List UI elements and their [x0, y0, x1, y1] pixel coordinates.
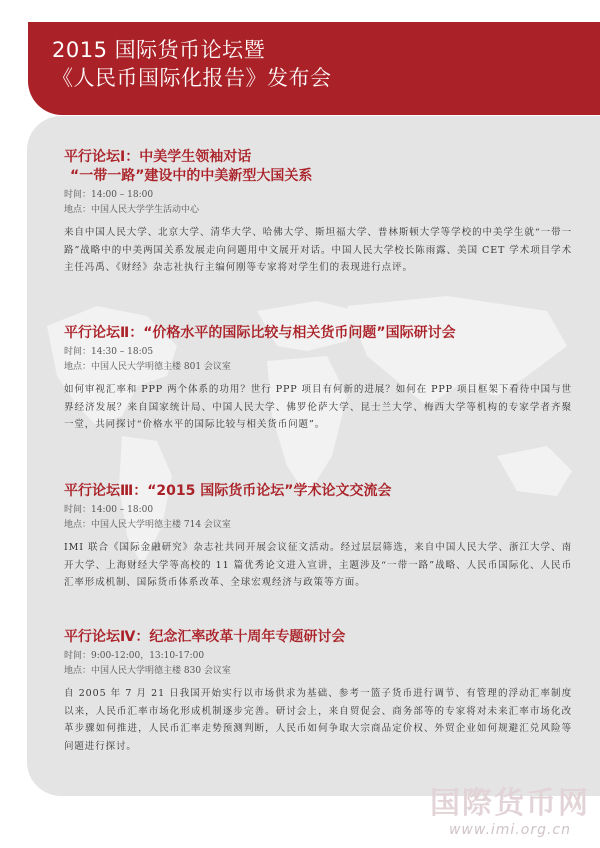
forum-4-title: 平行论坛Ⅳ：纪念汇率改革十周年专题研讨会	[64, 629, 346, 645]
forum-1-title: 平行论坛Ⅰ：中美学生领袖对话	[64, 149, 252, 165]
forum-2-body: 如何审视汇率和 PPP 两个体系的功用？世行 PPP 项目有何新的进展？如何在 PPP 项目框架下看待中国与世界经济发展？来自国家统计局、中国人民大学、佛罗伦萨大学、昆士兰大学、梅西大学等机构的专家学者齐聚一堂，共同探讨“价格水平的国际比较与相关货币问题”。	[64, 384, 572, 430]
forum-section-2	[64, 324, 584, 434]
forum-1-body: 来自中国人民大学、北京大学、清华大学、哈佛大学、斯坦福大学、普林斯顿大学等学校的中美学生就“一带一路”战略中的中美两国关系发展走向问题用中文展开对话。中国人民大学校长陈雨露、美国 CET 学术项目学术主任冯禹、《财经》杂志社执行主编何刚等专家将对学生们的表现进行点评。	[64, 227, 572, 273]
watermark-url: www.imi.org.cn	[448, 822, 571, 838]
forum-3-title: 平行论坛Ⅲ：“2015 国际货币论坛”学术论文交流会	[64, 483, 392, 499]
watermark	[430, 778, 590, 838]
page-title: 2015 国际货币论坛暨	[52, 38, 266, 62]
forum-section-1	[64, 148, 584, 277]
forum-1-subtitle: “一带一路”建设中的中美新型大国关系	[70, 168, 313, 184]
forum-3-body: IMI 联合《国际金融研究》杂志社共同开展会议征文活动。经过层层筛选，来自中国人民大学、浙江大学、南开大学、上海财经大学等高校的 11 篇优秀论文进入宣讲，主题涉及“一带一路”战略、人民币国际化、人民币汇率形成机制、国际货币体系改革、全球宏观经济与政策等方面。	[64, 542, 572, 588]
forum-2-title: 平行论坛Ⅱ：“价格水平的国际比较与相关货币问题”国际研讨会	[64, 325, 456, 341]
page-subtitle: 《人民币国际化报告》发布会	[52, 66, 332, 90]
forum-1-location: 地点：中国人民大学学生活动中心	[64, 205, 200, 215]
forum-section-3	[64, 482, 584, 592]
forum-3-time: 时间：14:00 – 18:00	[64, 505, 154, 515]
watermark-logo-text: 国際货币网	[430, 786, 590, 821]
forum-1-time: 时间：14:00 – 18:00	[64, 190, 154, 200]
forum-section-4	[64, 628, 584, 755]
forum-4-time: 时间：9:00-12:00，13:10-17:00	[64, 651, 205, 661]
forum-2-time: 时间：14:30 – 18:05	[64, 347, 154, 357]
content-panel	[27, 116, 600, 796]
forum-3-location: 地点：中国人民大学明德主楼 714 会议室	[64, 520, 231, 530]
forum-4-location: 地点：中国人民大学明德主楼 830 会议室	[64, 666, 231, 676]
forum-2-location: 地点：中国人民大学明德主楼 801 会议室	[64, 362, 231, 372]
forum-4-body: 自 2005 年 7 月 21 日我国开始实行以市场供求为基础、参考一篮子货币进行调节、有管理的浮动汇率制度以来，人民币汇率市场化形成机制逐步完善。研讨会上，来自贸促会、商务部等的专家将对未来汇率市场化改革步骤如何推进，人民币汇率走势预测判断，人民币如何争取大宗商品定价权、外贸企业如何规避汇兑风险等问题进行探讨。	[64, 688, 572, 752]
